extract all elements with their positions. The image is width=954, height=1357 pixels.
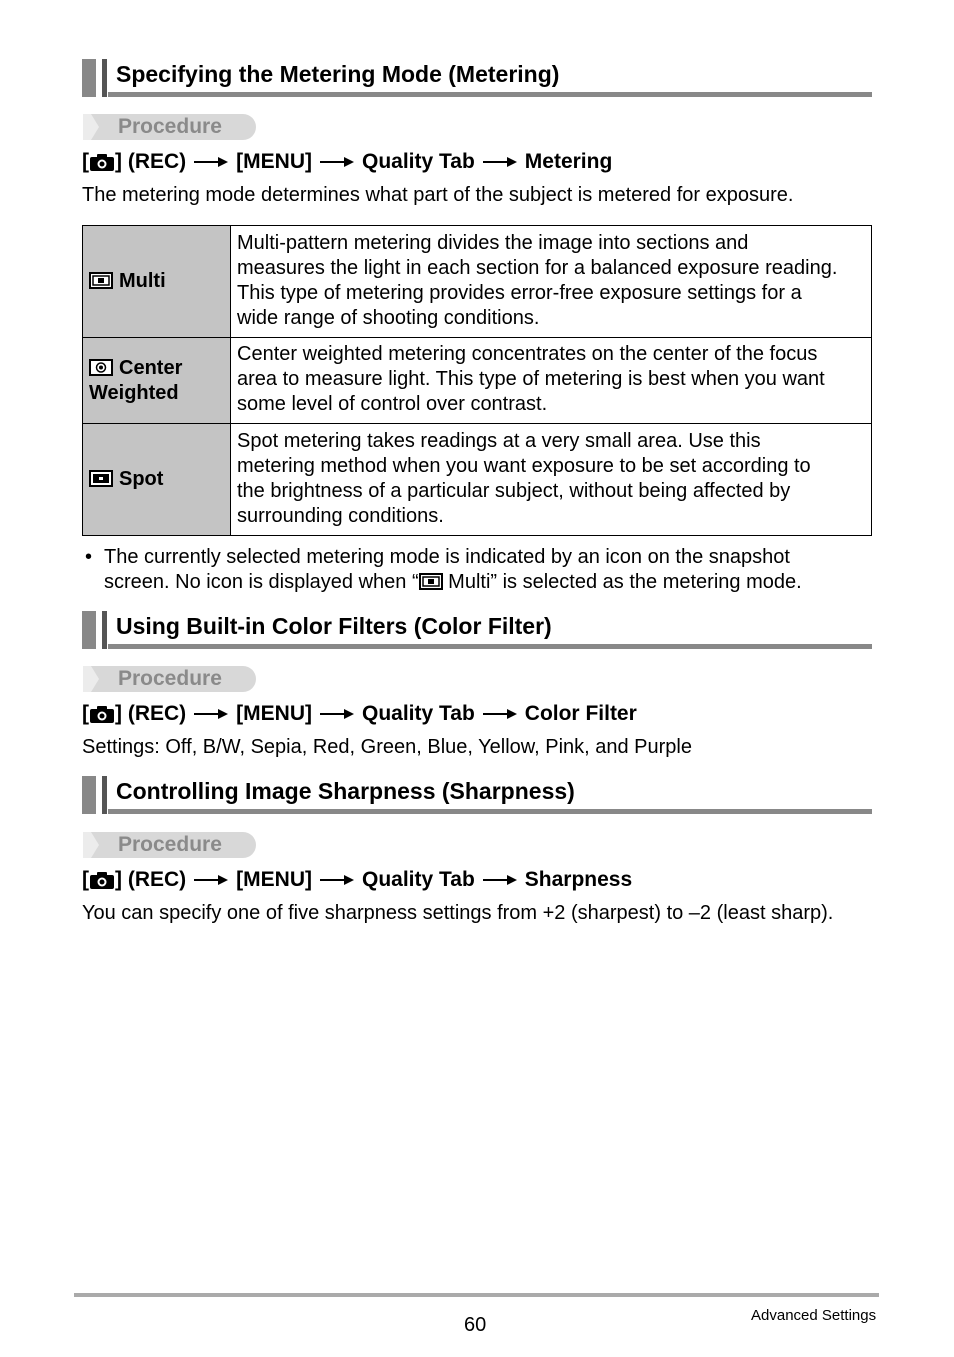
mode-description-cell: Spot metering takes readings at a very small area. Use this metering method when you want exposure to be set according to the brightness of a particular subject, without being affected by surrounding conditions.	[231, 424, 872, 536]
arrow-right-icon	[483, 874, 517, 886]
arrow-right-icon	[320, 708, 354, 720]
page-number: 60	[464, 1314, 487, 1336]
procedure-label: Procedure	[118, 115, 222, 138]
camera-icon	[89, 152, 115, 172]
multi-metering-icon	[419, 573, 443, 590]
procedure-label: Procedure	[118, 833, 222, 856]
arrow-right-icon	[194, 874, 228, 886]
menu-path-sharpness: [ ] (REC) [MENU] Quality Tab Sharpness	[82, 868, 633, 891]
arrow-right-icon	[194, 156, 228, 168]
section-title: Controlling Image Sharpness (Sharpness)	[116, 778, 575, 804]
table-row	[83, 338, 872, 424]
procedure-badge	[83, 114, 256, 140]
sharpness-description: You can specify one of five sharpness settings from +2 (sharpest) to –2 (least sharp).	[82, 902, 834, 924]
mode-name-cell: Spot	[83, 424, 231, 536]
mode-description-cell: Multi-pattern metering divides the image into sections and measures the light in each section for a balanced exposure reading. This type of metering provides error-free exposure settings for a wide range of shooting conditions.	[231, 226, 872, 338]
footer-section-name: Advanced Settings	[751, 1307, 877, 1324]
procedure-label: Procedure	[118, 667, 222, 690]
spot-metering-icon	[89, 470, 113, 487]
section-title: Specifying the Metering Mode (Metering)	[116, 61, 560, 87]
camera-icon	[89, 870, 115, 890]
section-header-color-filter	[82, 611, 872, 649]
menu-path-color-filter: [ ] (REC) [MENU] Quality Tab Color Filter	[82, 702, 637, 725]
arrow-right-icon	[483, 708, 517, 720]
arrow-right-icon	[320, 156, 354, 168]
metering-mode-table	[82, 225, 872, 536]
camera-icon	[89, 704, 115, 724]
arrow-right-icon	[194, 708, 228, 720]
bullet: •	[85, 546, 93, 568]
metering-intro: The metering mode determines what part of the subject is metered for exposure.	[82, 184, 794, 206]
menu-path-metering: [ ] (REC) [MENU] Quality Tab Metering	[82, 150, 613, 173]
multi-metering-icon	[89, 272, 113, 289]
arrow-right-icon	[320, 874, 354, 886]
section-title: Using Built-in Color Filters (Color Filter)	[116, 613, 552, 639]
center-weighted-metering-icon	[89, 359, 113, 376]
procedure-badge	[83, 832, 256, 858]
mode-name-cell: Multi	[83, 226, 231, 338]
footer-divider	[74, 1293, 879, 1297]
section-header-sharpness	[82, 776, 872, 814]
color-filter-settings: Settings: Off, B/W, Sepia, Red, Green, Blue, Yellow, Pink, and Purple	[82, 736, 692, 758]
section-header-metering	[82, 59, 872, 97]
mode-description-cell: Center weighted metering concentrates on the center of the focus area to measure light. This type of metering is best when you want some level of control over contrast.	[231, 338, 872, 424]
mode-name-cell: Center Weighted	[83, 338, 231, 424]
procedure-badge	[83, 666, 256, 692]
table-row	[83, 226, 872, 338]
table-row	[83, 424, 872, 536]
arrow-right-icon	[483, 156, 517, 168]
